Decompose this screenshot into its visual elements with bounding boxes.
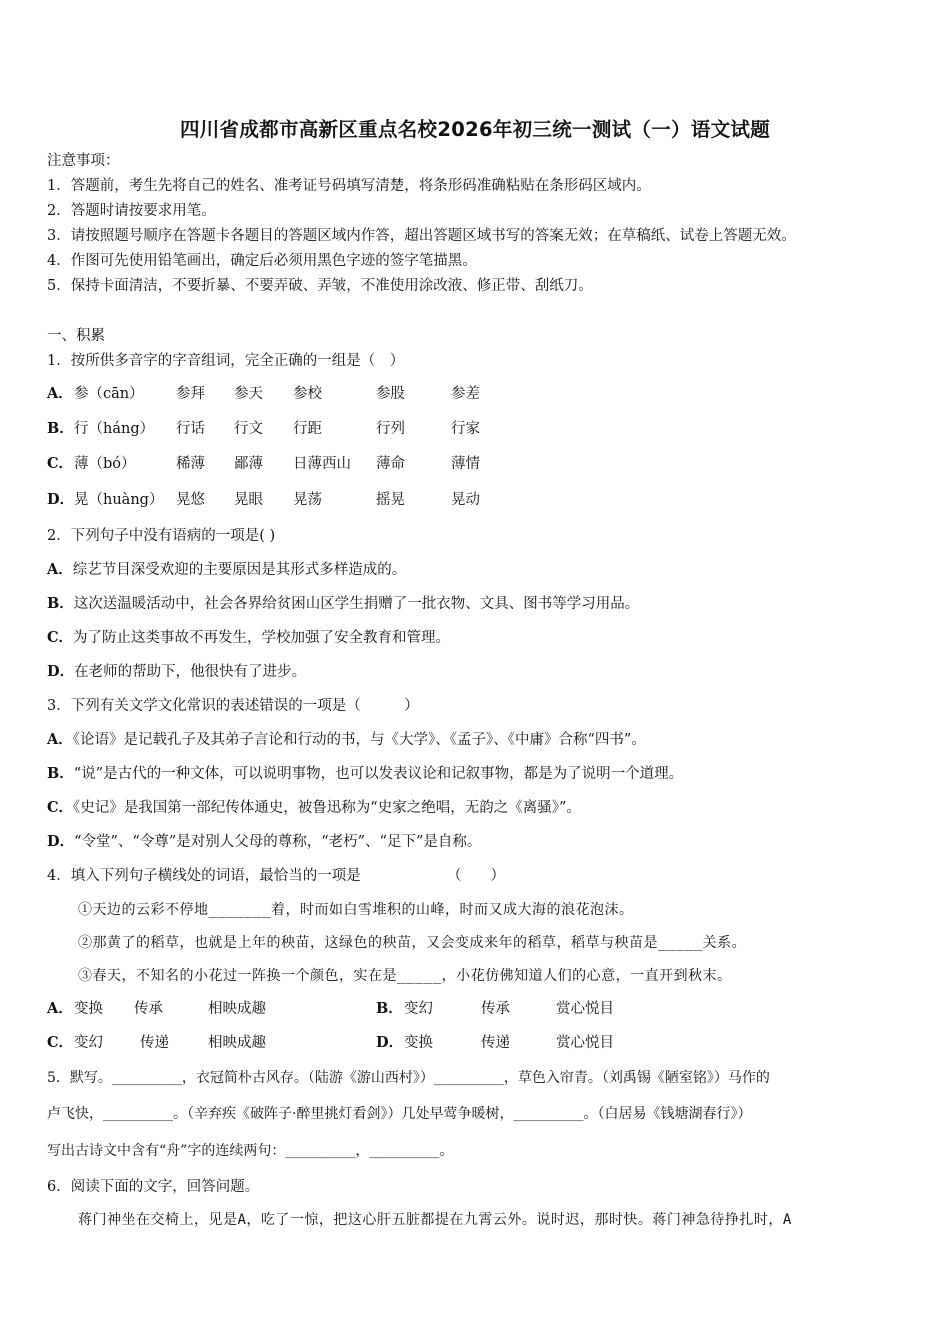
word: 晃荡	[293, 492, 322, 508]
q4-sentence: ①天边的云彩不停地_______着，时而如白雪堆积的山峰，时而又成大海的浪花泡沫。	[78, 902, 634, 918]
option-letter: C．	[47, 1034, 74, 1051]
question-5-line: 写出古诗文中含有“舟”字的连续两句：__________，__________。	[47, 1143, 454, 1159]
word: 变幻	[74, 1035, 103, 1051]
word: 行距	[293, 421, 322, 437]
option-letter: D．	[376, 1034, 404, 1051]
option-letter: D．	[47, 833, 75, 850]
option-text: 在老师的帮助下，他很快有了进步。	[74, 664, 307, 680]
notice-item: 5．保持卡面清洁，不要折暴、不要弄破、弄皱，不准使用涂改液、修正带、刮纸刀。	[47, 278, 593, 294]
q2-option-c	[47, 628, 450, 648]
q2-option-a	[47, 560, 406, 580]
polyphone-char: 薄（bó）	[74, 456, 136, 472]
section-heading: 一、积累	[47, 328, 105, 344]
option-letter: B．	[376, 1000, 403, 1017]
word: 行话	[176, 421, 205, 437]
option-letter: A．	[47, 385, 73, 402]
option-text: 《史记》是我国第一部纪传体通史，被鲁迅称为“史家之绝唱，无韵之《离骚》”。	[73, 800, 581, 816]
notice-item: 1．答题前，考生先将自己的姓名、准考证号码填写清楚，将条形码准确粘贴在条形码区域内。	[47, 178, 651, 194]
word: 晃悠	[176, 492, 205, 508]
word: 传承	[134, 1001, 163, 1017]
word: 晃眼	[234, 492, 263, 508]
option-text: 为了防止这类事故不再发生，学校加强了安全教育和管理。	[73, 630, 451, 646]
word: 赏心悦目	[556, 1035, 614, 1051]
option-text: “说”是古代的一种文体，可以说明事物，也可以发表议论和记叙事物，都是为了说明一个道理。	[73, 766, 684, 782]
option-letter: B．	[47, 765, 74, 782]
word: 赏心悦目	[556, 1001, 614, 1017]
polyphone-char: 参（cān）	[74, 386, 144, 402]
word: 相映成趣	[208, 1001, 266, 1017]
option-letter: A．	[47, 1000, 73, 1017]
word: 行列	[376, 421, 405, 437]
q3-option-d	[47, 832, 481, 852]
word: 相映成趣	[208, 1035, 266, 1051]
option-text: 综艺节目深受欢迎的主要原因是其形式多样造成的。	[72, 562, 407, 578]
question-5-line: 5．默写。__________，衣冠简朴古风存。（陆游《游山西村》）__________，草色入帘青。（刘禹锡《陋室铭》）马作的	[47, 1070, 770, 1086]
q3-option-c	[47, 798, 581, 818]
page-title: 四川省成都市高新区重点名校2026年初三统一测试（一）语文试题	[179, 118, 771, 141]
option-text: 《论语》是记载孔子及其弟子言论和行动的书，与《大学》、《孟子》、《中庸》合称“四书”。	[72, 732, 646, 748]
word: 薄命	[376, 456, 405, 472]
q3-option-a	[47, 730, 646, 750]
word: 稀薄	[176, 456, 205, 472]
question-2-stem: 2．下列句子中没有语病的一项是( )	[47, 528, 276, 544]
word: 参校	[293, 386, 322, 402]
option-text: 这次送温暖活动中，社会各界给贫困山区学生捐赠了一批衣物、文具、图书等学习用品。	[73, 596, 640, 612]
word: 行家	[451, 421, 480, 437]
question-5-line: 卢飞快，__________。（辛弃疾《破阵子·醉里挑灯看剑》）几处早莺争暖树，__________。（白居易《钱塘湖春行》）	[47, 1106, 752, 1122]
polyphone-char: 行（háng）	[74, 421, 155, 437]
word: 变换	[74, 1001, 103, 1017]
option-letter: D．	[47, 663, 75, 680]
polyphone-char: 晃（huàng）	[74, 492, 164, 508]
option-letter: A．	[47, 561, 73, 578]
notice-heading: 注意事项：	[47, 153, 120, 169]
option-letter: B．	[47, 595, 74, 612]
notice-item: 3．请按照题号顺序在答题卡各题目的答题区域内作答，超出答题区域书写的答案无效；在草稿纸、试卷上答题无效。	[47, 228, 796, 244]
word: 晃动	[451, 492, 480, 508]
option-letter: D．	[47, 491, 75, 508]
q4-sentence: ②那黄了的稻草，也就是上年的秧苗，这绿色的秧苗，又会变成来年的稻草，稻草与秧苗是_____关系。	[78, 935, 747, 951]
word: 薄情	[451, 456, 480, 472]
option-letter: B．	[47, 420, 74, 437]
option-letter: A．	[47, 731, 73, 748]
word: 行文	[234, 421, 263, 437]
word: 传递	[140, 1035, 169, 1051]
word: 参天	[234, 386, 263, 402]
q2-option-b	[47, 594, 639, 614]
notice-item: 4．作图可先使用铅笔画出，确定后必须用黑色字迹的签字笔描黑。	[47, 253, 477, 269]
word: 日薄西山	[293, 456, 351, 472]
word: 变幻	[404, 1001, 433, 1017]
q3-option-b	[47, 764, 683, 784]
word: 摇晃	[376, 492, 405, 508]
word: 传承	[481, 1001, 510, 1017]
option-letter: C．	[47, 629, 74, 646]
question-4-stem: 4．填入下列句子横线处的词语，最恰当的一项是	[47, 868, 361, 884]
word: 参差	[451, 386, 480, 402]
question-6-stem: 6．阅读下面的文字，回答问题。	[47, 1179, 260, 1195]
option-letter: C．	[47, 799, 74, 816]
word: 鄙薄	[234, 456, 263, 472]
word: 变换	[404, 1035, 433, 1051]
q2-option-d	[47, 662, 306, 682]
option-text: “令堂”、“令尊”是对别人父母的尊称，“老朽”、“足下”是自称。	[74, 834, 482, 850]
question-1-stem: 1．按所供多音字的字音组词，完全正确的一组是（ ）	[47, 353, 405, 369]
question-3-stem: 3．下列有关文学文化常识的表述错误的一项是（ ）	[47, 698, 419, 714]
word: 参股	[376, 386, 405, 402]
notice-item: 2．答题时请按要求用笔。	[47, 203, 216, 219]
word: 参拜	[176, 386, 205, 402]
answer-paren: （ ）	[447, 868, 505, 884]
q4-sentence: ③春天，不知名的小花过一阵换一个颜色，实在是_____，小花仿佛知道人们的心意，一直开到秋末。	[78, 968, 732, 984]
reading-passage: 蒋门神坐在交椅上，见是A，吃了一惊，把这心肝五脏都提在九霄云外。说时迟，那时快。蒋门神急待挣扎时，A	[78, 1212, 792, 1228]
word: 传递	[481, 1035, 510, 1051]
option-letter: C．	[47, 455, 74, 472]
